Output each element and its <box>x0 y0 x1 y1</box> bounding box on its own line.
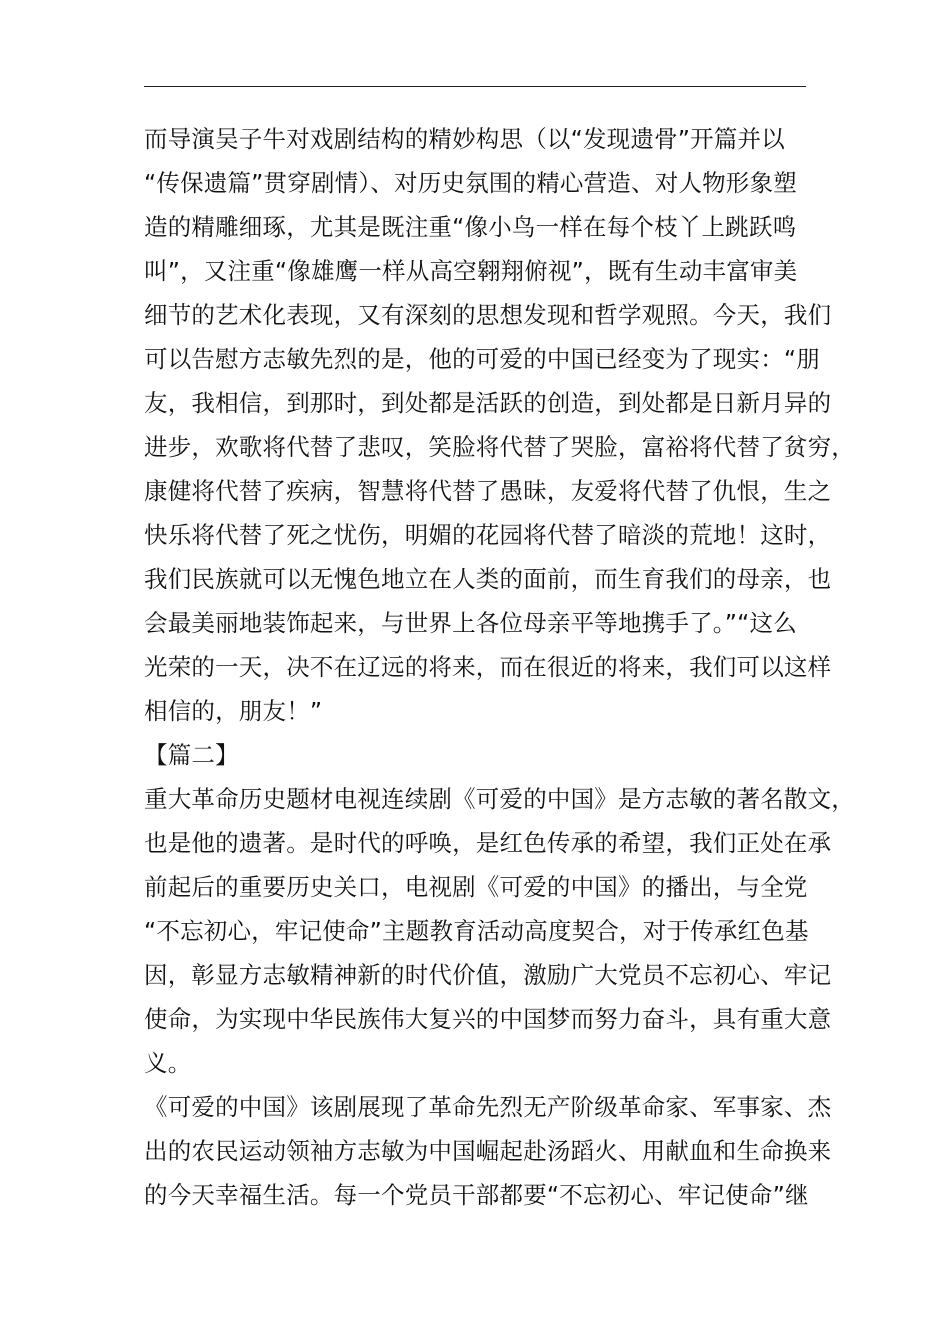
text-line: 会最美丽地装饰起来，与世界上各位母亲平等地携手了。”“这么 <box>144 609 797 637</box>
text-line: “传保遗篇”贯穿剧情）、对历史氛围的精心营造、对人物形象塑 <box>144 169 797 197</box>
text-line: 相信的，朋友！” <box>144 697 323 725</box>
text-line: 康健将代替了疾病，智慧将代替了愚昧，友爱将代替了仇恨，生之 <box>144 477 832 505</box>
text-line: 也是他的遗著。是时代的呼唤，是红色传承的希望，我们正处在承 <box>144 829 832 857</box>
text-line: 进步，欢歌将代替了悲叹，笑脸将代替了哭脸，富裕将代替了贫穷， <box>144 433 855 461</box>
header-rule <box>144 86 806 87</box>
text-line: 快乐将代替了死之忧伤，明媚的花园将代替了暗淡的荒地！这时， <box>144 521 832 549</box>
text-line: 我们民族就可以无愧色地立在人类的面前，而生育我们的母亲，也 <box>144 565 832 593</box>
text-line: 《可爱的中国》该剧展现了革命先烈无产阶级革命家、军事家、杰 <box>144 1093 832 1121</box>
text-line: 的今天幸福生活。每一个党员干部都要“不忘初心、牢记使命”继 <box>144 1181 809 1209</box>
text-line: 因，彰显方志敏精神新的时代价值，激励广大党员不忘初心、牢记 <box>144 961 832 989</box>
text-line: 使命，为实现中华民族伟大复兴的中国梦而努力奋斗，具有重大意 <box>144 1005 832 1033</box>
text-line: 叫”，又注重“像雄鹰一样从高空翱翔俯视”，既有生动丰富审美 <box>144 257 798 285</box>
text-line: 出的农民运动领袖方志敏为中国崛起赴汤蹈火、用献血和生命换来 <box>144 1137 832 1165</box>
text-line: 重大革命历史题材电视连续剧《可爱的中国》是方志敏的著名散文， <box>144 785 855 813</box>
text-line: 前起后的重要历史关口，电视剧《可爱的中国》的播出，与全党 <box>144 873 808 901</box>
section-heading: 【篇二】 <box>144 741 239 769</box>
text-line: 造的精雕细琢，尤其是既注重“像小鸟一样在每个枝丫上跳跃鸣 <box>144 213 797 241</box>
text-line: 而导演吴子牛对戏剧结构的精妙构思（以“发现遗骨”开篇并以 <box>144 125 785 153</box>
text-line: 光荣的一天，决不在辽远的将来，而在很近的将来，我们可以这样 <box>144 653 832 681</box>
text-line: “不忘初心，牢记使命”主题教育活动高度契合，对于传承红色基 <box>144 917 809 945</box>
text-line: 细节的艺术化表现，又有深刻的思想发现和哲学观照。今天，我们 <box>144 301 832 329</box>
text-line: 友，我相信，到那时，到处都是活跃的创造，到处都是日新月异的 <box>144 389 832 417</box>
text-line: 可以告慰方志敏先烈的是，他的可爱的中国已经变为了现实：“朋 <box>144 345 820 373</box>
text-line: 义。 <box>144 1049 192 1077</box>
